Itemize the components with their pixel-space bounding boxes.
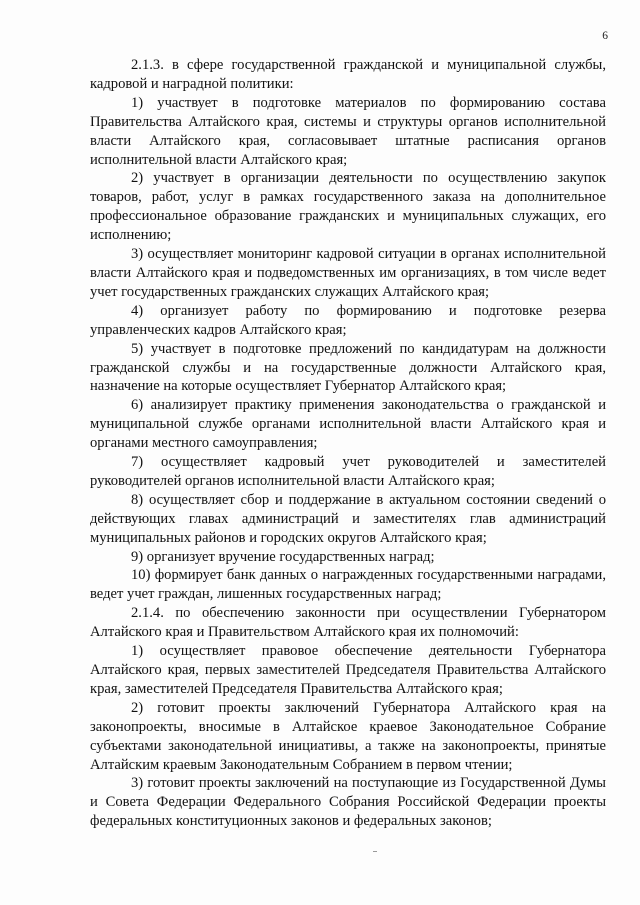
paragraph-item-2: 2) участвует в организации деятельности по осуществлению закупок товаров, работ, услуг в рамках государственного заказа на дополнительное профессиональное образование гражданских и муниципальных служащих, его исполнению;	[90, 170, 606, 244]
paragraph-item-10: 10) формирует банк данных о награжденных государственными наградами, ведет учет граждан, лишенных государственных наград;	[90, 567, 606, 603]
paragraph-2-1-3-heading: 2.1.3. в сфере государственной гражданской и муниципальной службы, кадровой и наградной политики:	[90, 57, 606, 92]
paragraph-item-1: 1) участвует в подготовке материалов по формированию состава Правительства Алтайского края, системы и структуры органов исполнительной власти Алтайского края, согласовывает штатные расписания органов исполнительной власти Алтайского края;	[90, 94, 606, 168]
paragraph-2-1-4-heading: 2.1.4. по обеспечению законности при осуществлении Губернатором Алтайского края и Правительством Алтайского края их полномочий:	[90, 605, 606, 641]
page-number: 6	[602, 30, 608, 42]
paragraph-2-1-4-item-3: 3) готовит проекты заключений на поступающие из Государственной Думы и Совета Федерации Федерального Собрания Российской Федерации проекты федеральных конституционных законов и федеральных законов;	[90, 775, 606, 830]
scan-artifact-mark	[373, 851, 377, 852]
document-body	[90, 56, 606, 831]
paragraph-2-1-4-item-2: 2) готовит проекты заключений Губернатора Алтайского края на законопроекты, вносимые в Алтайское краевое Законодательное Собрание субъектами законодательной инициативы, а также на законопроекты, принятые Алтайским краевым Законодательным Собранием в первом чтении;	[90, 699, 606, 773]
paragraph-item-9: 9) организует вручение государственных наград;	[131, 548, 435, 565]
paragraph-item-4: 4) организует работу по формированию и подготовке резерва управленческих кадров Алтайского края;	[90, 302, 606, 338]
paragraph-item-8: 8) осуществляет сбор и поддержание в актуальном состоянии сведений о действующих главах администраций и заместителях глав администраций муниципальных районов и городских округов Алтайского края;	[90, 491, 606, 546]
paragraph-item-3: 3) осуществляет мониторинг кадровой ситуации в органах исполнительной власти Алтайского края и подведомственных им организациях, в том числе ведет учет государственных гражданских служащих Алтайского края;	[90, 246, 606, 300]
paragraph-item-6: 6) анализирует практику применения законодательства о гражданской и муниципальной службе органами исполнительной власти Алтайского края и органами местного самоуправления;	[90, 397, 606, 452]
paragraph-item-5: 5) участвует в подготовке предложений по кандидатурам на должности гражданской службы и на государственные должности Алтайского края, назначение на которые осуществляет Губернатор Алтайского края;	[90, 340, 606, 395]
paragraph-2-1-4-item-1: 1) осуществляет правовое обеспечение деятельности Губернатора Алтайского края, первых заместителей Председателя Правительства Алтайского края, заместителей Председателя Правительства Алтайского края;	[90, 643, 606, 697]
paragraph-item-7: 7) осуществляет кадровый учет руководителей и заместителей руководителей органов исполнительной власти Алтайского края;	[90, 454, 606, 489]
